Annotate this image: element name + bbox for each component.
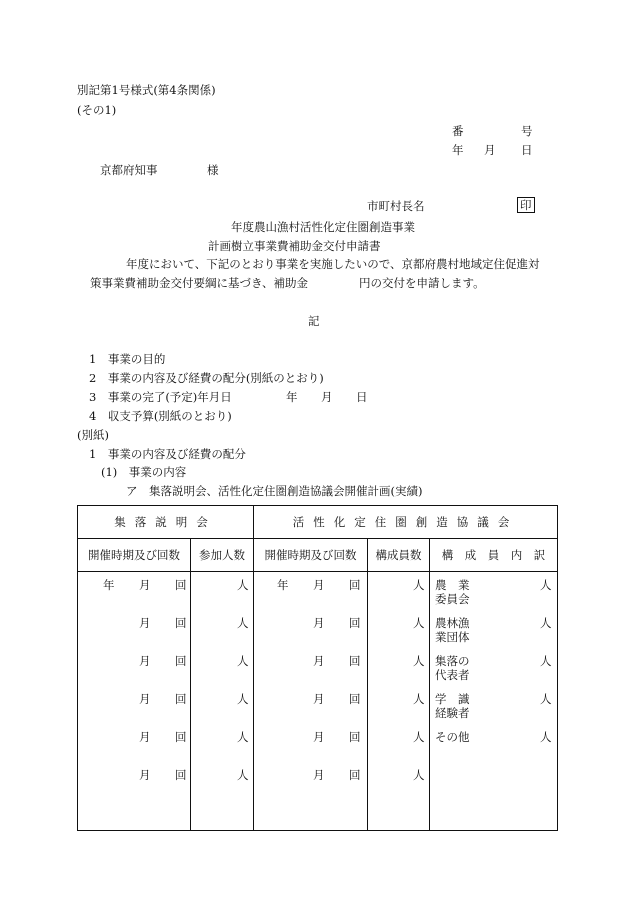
member-experts-2: 経験者 bbox=[435, 706, 470, 720]
form-title: 別記第1号様式(第4条関係) bbox=[77, 83, 216, 97]
item-3-month: 月 bbox=[321, 390, 333, 404]
council-row6-people: 人 bbox=[413, 768, 425, 782]
ki-heading: 記 bbox=[308, 314, 320, 328]
row5-people: 人 bbox=[237, 730, 249, 744]
member-agri-committee: 農 業 bbox=[435, 578, 470, 592]
council-row5-times: 回 bbox=[349, 730, 361, 744]
council-row1-times: 回 bbox=[349, 578, 361, 592]
timing-cell-1 bbox=[78, 572, 191, 831]
addressee: 京都府知事 bbox=[100, 163, 158, 177]
member-other-people: 人 bbox=[540, 730, 552, 744]
item-2: 2 事業の内容及び経費の配分(別紙のとおり) bbox=[89, 371, 324, 385]
council-row3-people: 人 bbox=[413, 654, 425, 668]
row4-month: 月 bbox=[139, 692, 151, 706]
council-row4-month: 月 bbox=[313, 692, 325, 706]
council-row2-month: 月 bbox=[313, 616, 325, 630]
member-experts: 学 識 bbox=[435, 692, 470, 706]
col-header-timing-2: 開催時期及び回数 bbox=[254, 539, 368, 572]
col-header-member-breakdown: 構 成 員 内 訳 bbox=[430, 539, 558, 572]
addressee-honorific: 様 bbox=[207, 163, 219, 177]
row2-times: 回 bbox=[175, 616, 187, 630]
seal-mark: 印 bbox=[517, 197, 535, 213]
row5-times: 回 bbox=[175, 730, 187, 744]
member-other: その他 bbox=[435, 730, 470, 744]
member-experts-people: 人 bbox=[540, 692, 552, 706]
attachment-section-1-1: (1) 事業の内容 bbox=[101, 465, 187, 479]
title-line-1: 年度農山漁村活性化定住圏創造事業 bbox=[231, 220, 415, 234]
council-row1-people: 人 bbox=[413, 578, 425, 592]
date-year: 年 bbox=[452, 143, 464, 157]
council-row5-month: 月 bbox=[313, 730, 325, 744]
date-day: 日 bbox=[521, 143, 533, 157]
row2-people: 人 bbox=[237, 616, 249, 630]
row5-month: 月 bbox=[139, 730, 151, 744]
row6-month: 月 bbox=[139, 768, 151, 782]
member-village-rep: 集落の bbox=[435, 654, 470, 668]
row6-times: 回 bbox=[175, 768, 187, 782]
row3-people: 人 bbox=[237, 654, 249, 668]
attachment-label: (別紙) bbox=[77, 428, 109, 442]
item-3-day: 日 bbox=[356, 390, 368, 404]
member-village-rep-2: 代表者 bbox=[435, 668, 470, 682]
col-header-members: 構成員数 bbox=[368, 539, 430, 572]
col-header-participants: 参加人数 bbox=[191, 539, 254, 572]
member-agri-groups-2: 業団体 bbox=[435, 630, 470, 644]
item-3: 3 事業の完了(予定)年月日 bbox=[89, 390, 232, 404]
row1-month: 月 bbox=[139, 578, 151, 592]
member-agri-groups: 農林漁 bbox=[435, 616, 470, 630]
council-row2-times: 回 bbox=[349, 616, 361, 630]
row3-month: 月 bbox=[139, 654, 151, 668]
row4-times: 回 bbox=[175, 692, 187, 706]
row3-times: 回 bbox=[175, 654, 187, 668]
item-3-year: 年 bbox=[286, 390, 298, 404]
item-1: 1 事業の目的 bbox=[89, 352, 166, 366]
number-suffix: 号 bbox=[521, 124, 533, 138]
council-row3-month: 月 bbox=[313, 654, 325, 668]
body-line-2b: 円の交付を申請します。 bbox=[359, 276, 485, 290]
col-header-timing-1: 開催時期及び回数 bbox=[78, 539, 191, 572]
row1-year: 年 bbox=[103, 578, 115, 592]
number-label: 番 bbox=[452, 124, 464, 138]
timing-cell-2 bbox=[254, 572, 368, 831]
council-row1-month: 月 bbox=[313, 578, 325, 592]
row6-people: 人 bbox=[237, 768, 249, 782]
council-row5-people: 人 bbox=[413, 730, 425, 744]
member-agri-groups-people: 人 bbox=[540, 616, 552, 630]
mayor-name-label: 市町村長名 bbox=[367, 199, 425, 213]
form-part: (その1) bbox=[77, 103, 117, 117]
council-row4-times: 回 bbox=[349, 692, 361, 706]
attachment-section-a: ア 集落説明会、活性化定住圏創造協議会開催計画(実績) bbox=[126, 484, 423, 498]
member-village-rep-people: 人 bbox=[540, 654, 552, 668]
council-row4-people: 人 bbox=[413, 692, 425, 706]
council-row1-year: 年 bbox=[277, 578, 289, 592]
body-line-2a: 策事業費補助金交付要綱に基づき、補助金 bbox=[90, 276, 309, 290]
council-row6-month: 月 bbox=[313, 768, 325, 782]
item-4: 4 収支予算(別紙のとおり) bbox=[89, 409, 232, 423]
member-agri-committee-2: 委員会 bbox=[435, 592, 470, 606]
council-row3-times: 回 bbox=[349, 654, 361, 668]
attachment-section-1: 1 事業の内容及び経費の配分 bbox=[89, 447, 246, 461]
group-header-council: 活性化定住圏創造協議会 bbox=[254, 506, 558, 539]
date-month: 月 bbox=[484, 143, 496, 157]
body-line-1: 年度において、下記のとおり事業を実施したいので、京都府農村地域定住促進対 bbox=[126, 257, 540, 271]
row2-month: 月 bbox=[139, 616, 151, 630]
row4-people: 人 bbox=[237, 692, 249, 706]
council-row6-times: 回 bbox=[349, 768, 361, 782]
council-row2-people: 人 bbox=[413, 616, 425, 630]
row1-times: 回 bbox=[175, 578, 187, 592]
members-count-cell bbox=[368, 572, 430, 831]
row1-people: 人 bbox=[237, 578, 249, 592]
meeting-plan-table bbox=[77, 505, 558, 831]
member-breakdown-cell bbox=[430, 572, 558, 831]
group-header-village-briefing: 集落説明会 bbox=[78, 506, 254, 539]
participants-cell bbox=[191, 572, 254, 831]
member-agri-committee-people: 人 bbox=[540, 578, 552, 592]
title-line-2: 計画樹立事業費補助金交付申請書 bbox=[208, 239, 381, 253]
